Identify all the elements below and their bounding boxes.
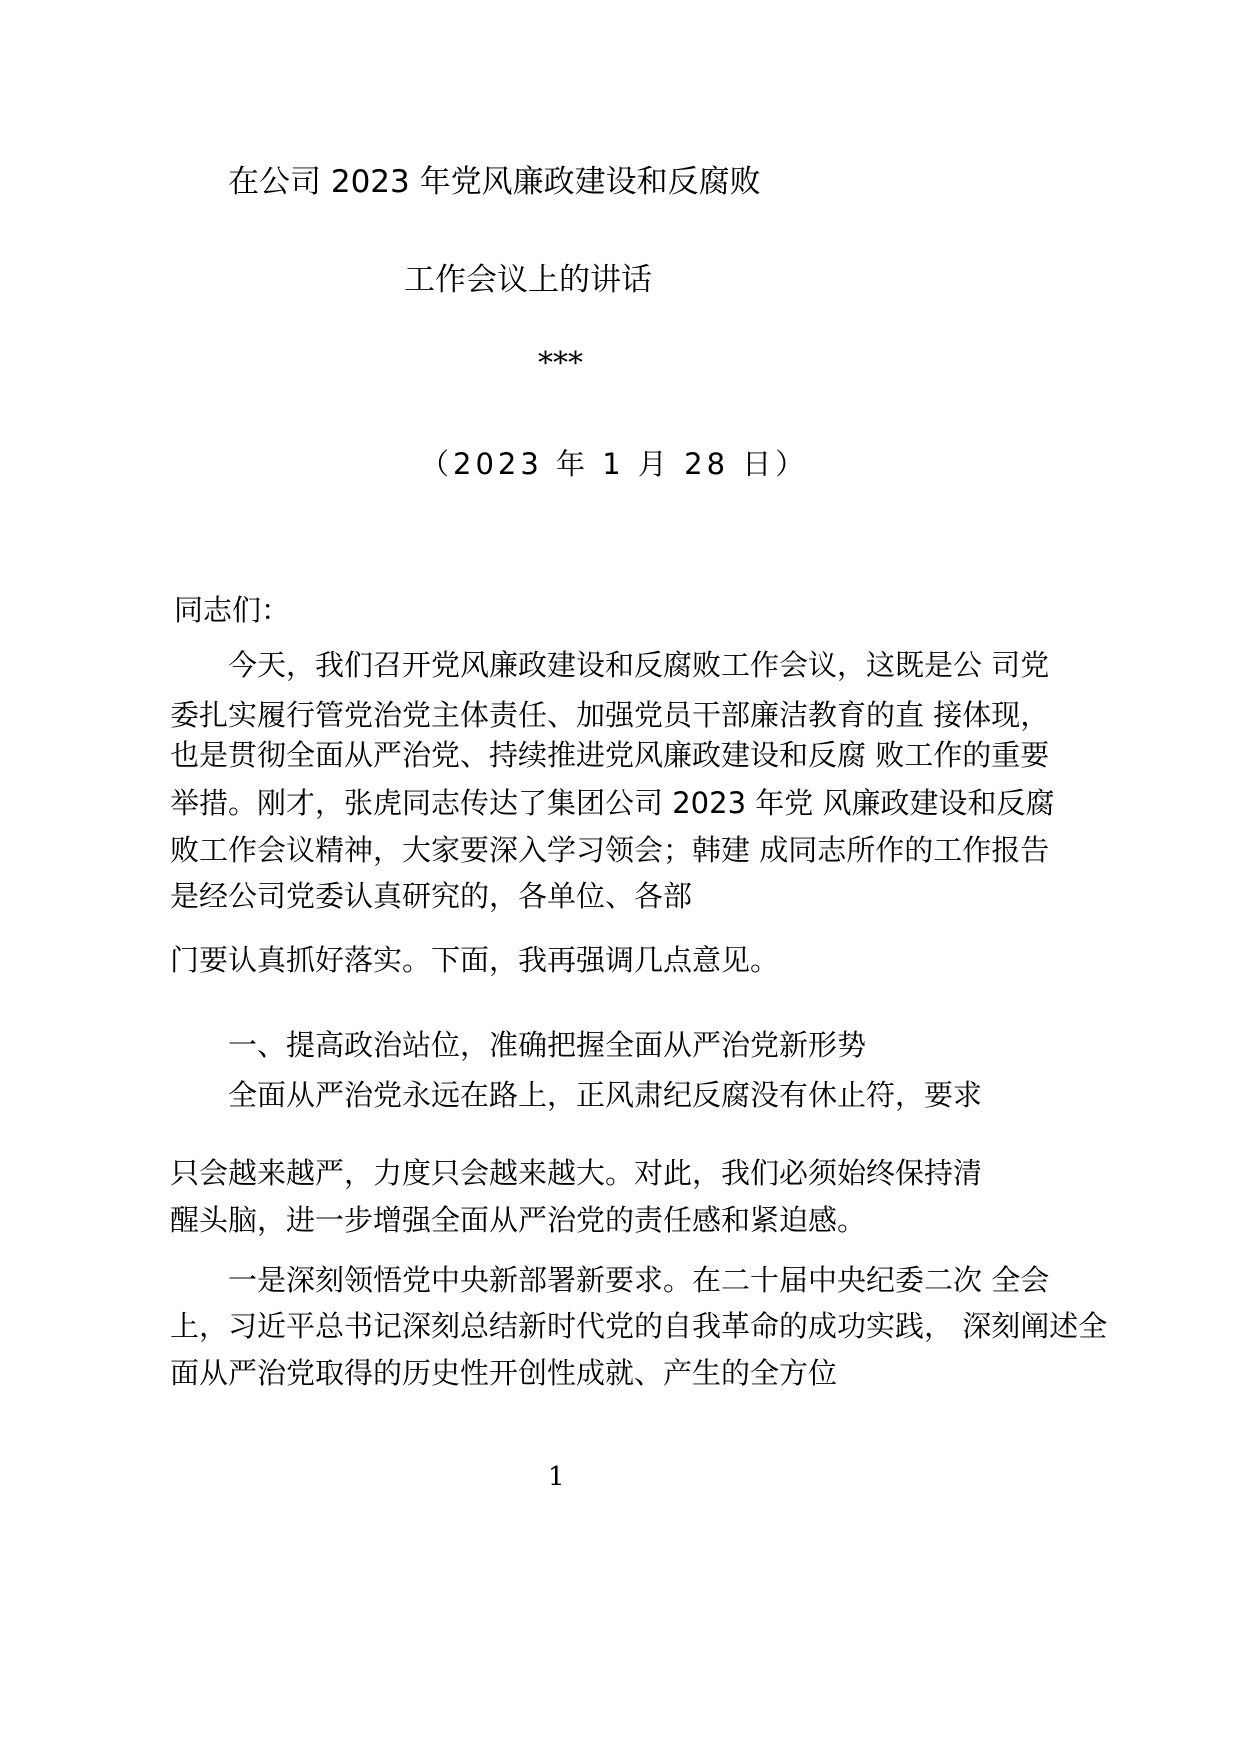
paragraph-line: 面从严治党取得的历史性开创性成就、产生的全方位 [170,1356,838,1390]
title-line-1: 在公司 2023 年党风廉政建设和反腐败 [228,164,761,200]
paragraph-line: 举措。刚才，张虎同志传达了集团公司 2023 年党 风廉政建设和反腐 [170,786,1055,820]
paragraph-line: 委扎实履行管党治党主体责任、加强党员干部廉洁教育的直 接体现， [170,698,1050,732]
paragraph-line: 败工作会议精神，大家要深入学习领会；韩建 成同志所作的工作报告 [170,833,1050,867]
paragraph-line: 门要认真抓好落实。下面，我再强调几点意见。 [170,943,780,977]
paragraph-line: 全面从严治党永远在路上，正风肃纪反腐没有休止符，要求 [228,1078,983,1112]
page-number: 1 [548,1462,565,1492]
paragraph-line: 醒头脑，进一步增强全面从严治党的责任感和紧迫感。 [170,1203,867,1237]
paragraph-line: 今天，我们召开党风廉政建设和反腐败工作会议，这既是公 司党 [228,648,1050,682]
paragraph-line: 上，习近平总书记深刻总结新时代党的自我革命的成功实践， 深刻阐述全 [170,1309,1108,1343]
salutation: 同志们： [174,593,291,627]
author-name: *** [538,346,583,381]
paragraph-line: 是经公司党委认真研究的，各单位、各部 [170,879,693,913]
paragraph-line: 只会越来越严，力度只会越来越大。对此，我们必须始终保持清 [170,1156,983,1190]
paragraph-line: 也是贯彻全面从严治党、持续推进党风廉政建设和反腐 败工作的重要 [170,738,1050,772]
paragraph-line: 一是深刻领悟党中央新部署新要求。在二十届中央纪委二次 全会 [228,1263,1050,1297]
section-heading-1: 一、提高政治站位，准确把握全面从严治党新形势 [228,1028,867,1062]
speech-date: （2023 年 1 月 28 日） [420,447,809,481]
title-line-2: 工作会议上的讲话 [404,262,652,298]
